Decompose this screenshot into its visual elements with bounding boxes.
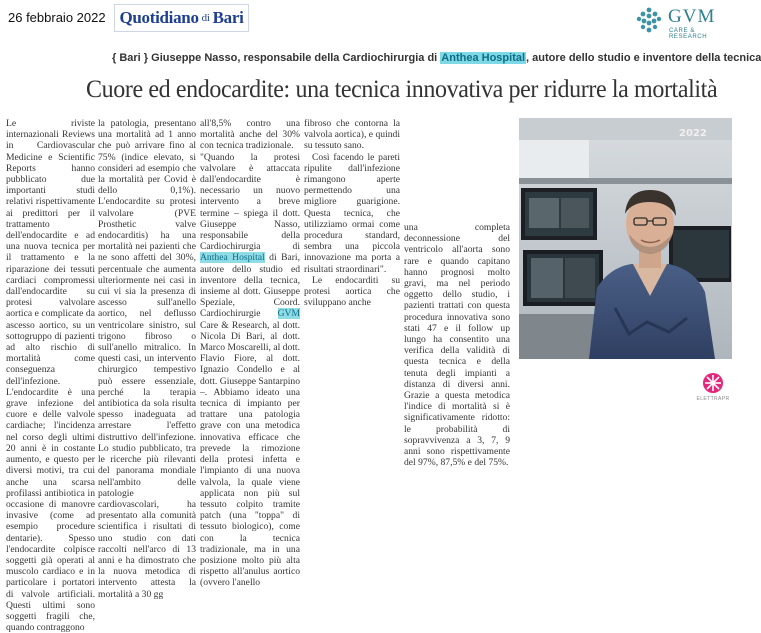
column-3-gvm-highlight: GVM [277,308,300,320]
gvm-emblem-icon [634,6,664,36]
doctor-photo [519,118,732,359]
publication-date: 26 febbraio 2022 [8,10,106,25]
article-column-3 [200,118,300,589]
gvm-brand-name: GVM [668,6,716,27]
column-3-quote-start: "Quando la protesi valvolare è attaccata dall'endocardite è necessario un nuovo intervento a breve termine – spiega il dott. Giuseppe Nasso, responsabile della Cardiochirurgia di [200,151,300,253]
elettra-burst-icon [696,370,730,396]
article-kicker [112,52,761,64]
photo-year-mark: 2022 [679,128,707,139]
column-3-quote-middle: di Bari, autore dello studio ed inventore della tecnica, insieme al dott. Giuseppe Speziale, Coord. Cardiochirurgie [200,252,300,320]
kicker-text-pre: Giuseppe Nasso, responsabile della Cardiochirurgia di [151,52,438,64]
kicker-tag: { Bari } [112,52,149,64]
masthead-quotidiano: Quotidiano [119,8,199,27]
article-column-5: una completa deconnessione del ventricolo all'aorta sono rare e quando capitano hanno prognosi molto gravi, ma nel periodo oggetto dello studio, i pazienti trattati con questa procedura innovativa sono stati 47 e il follow up lungo ha consentito una verifica della validità di questa tecnica e della tenuta degli impianti a distanza di diversi anni. Grazie a questa metodica l'indice di mortalità si è significativamente ridotto: le probabilità di sopravvivenza a 3, 7, 9 anni sono rispettivamente del 97%, 87,5% e del 75%. [404,222,510,469]
clipping-agency-label: ELETTRAPR [696,396,730,402]
column-4-paragraph-2: Così facendo le pareti ripulite dall'infezione rimangono aperte permettendo una migliore guarigione. Questa tecnica, che utilizziamo ormai come procedura standard, sembra una piccola innovazione ma porta a risultati straordinari". [304,151,400,275]
column-3-paragraph-1: all'8,5% contro una mortalità anche del 30% con tecnica tradizionale. [200,118,300,152]
column-3-quote-end: Care & Research, al dott. Nicola Di Bari, al dott. Marco Moscarelli, al dott. Flavio Fiore, al dott. Ignazio Condello e al dott. Giuseppe Santarpino –. Abbiamo ideato una tecnica di impianto per trattare una patologia grave con una metodica innovativa efficace che prevede la rimozione della protesi infetta e l'impianto di una nuova valvola, la quale viene applicata non più sul tessuto colpito tramite patch (una "toppa" di tessuto biologico), come con la tecnica tradizionale, ma in una posizione molto più alta rispetto all'anulus aortico (ovvero l'anello [200,319,300,589]
kicker-hospital-highlight: Anthea Hospital [441,52,526,64]
newspaper-masthead [114,4,249,32]
article-column-4 [304,118,400,403]
clipping-agency-logo [696,370,730,406]
column-4-paragraph-3: Le endocarditi su protesi aortica che sviluppano anche [304,274,400,309]
masthead-di: di [201,12,210,24]
article-column-1: Le riviste internazionali Reviews in Cardiovascular Medicine e Scientific Reports hanno pubblicato due importanti studi relativi rispettivamente ai predittori per il trattamento dell'endocardite e ad una nuova tecnica per il trattamento e la riparazione dei tessuti cardiaci compromessi dall'endocardite su protesi valvolare aortica e complicate da ascesso aortico, su un sottogruppo di pazienti ad alto rischio di mortalità come conseguenza dell'infezione. L'endocardite è una grave infezione del cuore e delle valvole cardiache; l'incidenza nel corso degli ultimi 20 anni è in costante aumento, e questo per diversi motivi, tra cui anche una scarsa profilassi antibiotica in occasione di manovre invasive (come ad esempio procedure dentarie). Spesso l'endocardite colpisce soggetti già operati al muscolo cardiaco e in particolare i portatori di valvole artificiali. Questi ultimi sono soggetti fragili che, quando contraggono [6,118,95,633]
column-3-hospital-highlight: Anthea Hospital [200,252,265,264]
column-4-paragraph-1: fibroso che contorna la valvola aortica), e quindi su tessuto sano. [304,118,400,152]
kicker-text-post: , autore dello studio e inventore della tecnica [526,52,761,64]
gvm-brand-subtitle: CARE & RESEARCH [669,28,708,40]
gvm-logo [634,4,730,38]
article-headline: Cuore ed endocardite: una tecnica innovativa per ridurre la mortalità [86,76,718,103]
article-column-2: la patologia, presentano una mortalità ad 1 anno che può arrivare fino al 75% (indice elevato, si consideri ad esempio che la mortalità per Covid è dello 0,1%). L'endocardite su protesi valvolare (PVE Prosthetic valve endocarditis) ha una mortalità nei pazienti che ne sono affetti del 30%, percentuale che aumenta ulteriormente nei casi in cui vi sia la presenza di ascesso sull'anello aortico, nel deflusso ventricolare sinistro, sul trigono fibroso o sull'anello mitralico. In questi casi, un intervento chirurgico tempestivo può essere essenziale, perché la terapia antibiotica da sola risulta spesso inadeguata ad arrestare l'effetto distruttivo dell'infezione. Lo studio pubblicato, tra le ricerche più rilevanti del panorama mondiale nell'ambito delle patologie cardiovascolari, ha presentato alla comunità scientifica i risultati di uno studio con dati raccolti nell'arco di 13 anni e ha dimostrato che la nuova metodica di intervento attesta la mortalità a 30 gg [98,118,196,600]
masthead-city: Bari [212,8,244,27]
